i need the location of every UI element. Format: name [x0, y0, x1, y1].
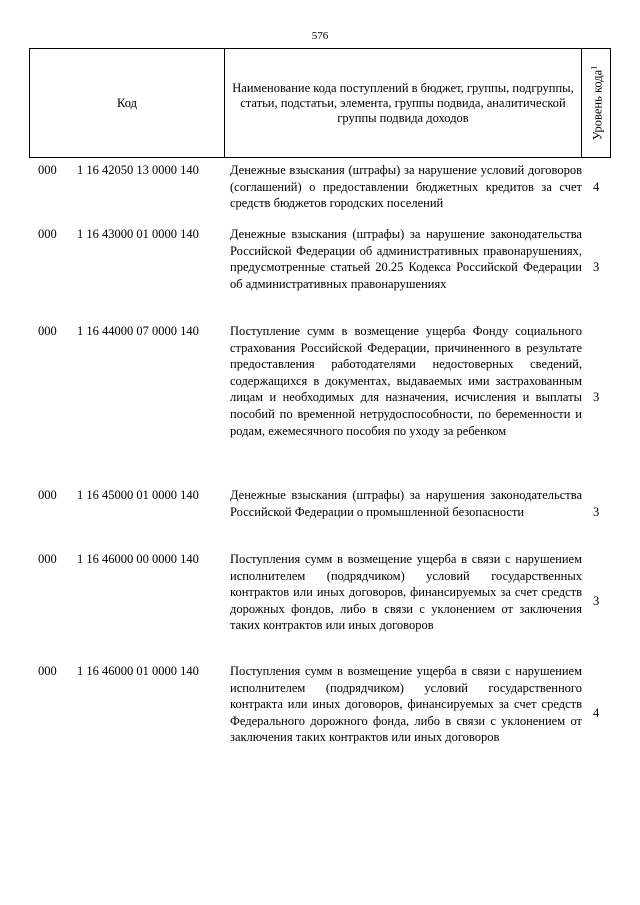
income-code: 1 16 45000 01 0000 140	[77, 488, 199, 502]
income-code: 1 16 46000 00 0000 140	[77, 552, 199, 566]
income-name: Денежные взыскания (штрафы) за нарушение законодательства Российской Федерации об административных правонарушениях, предусмотренные статьей 20.25 Кодекса Российской Федерации об административных правонарушениях	[230, 227, 582, 291]
header-level-cell	[582, 49, 611, 158]
header-name-cell: Наименование кода поступлений в бюджет, группы, подгруппы, статьи, подстатьи, элемента, группы подвида, аналитической группы подвида доходов	[225, 49, 582, 158]
level-label-text: Уровень кода	[590, 69, 605, 141]
header-code-cell: Код	[30, 49, 225, 158]
level-footnote: 1	[589, 65, 599, 70]
table-header	[29, 48, 611, 158]
admin-code: 000	[38, 227, 57, 241]
income-code: 1 16 44000 07 0000 140	[77, 324, 199, 338]
code-level: 3	[593, 390, 600, 404]
code-level: 4	[593, 180, 600, 194]
income-name: Поступления сумм в возмещение ущерба в связи с нарушением исполнителем (подрядчиком) условий государственного контракта или иных договоров, финансируемых за счет средств Федерального дорожного фонда, либо в связи с уклонением от заключения таких контрактов или иных договоров	[230, 664, 582, 745]
code-level: 3	[593, 260, 600, 274]
income-code: 1 16 46000 01 0000 140	[77, 664, 199, 678]
page-number: 576	[311, 30, 329, 42]
income-code: 1 16 42050 13 0000 140	[77, 163, 199, 177]
income-name: Денежные взыскания (штрафы) за нарушения законодательства Российской Федерации о промышленной безопасности	[230, 488, 582, 519]
admin-code: 000	[38, 552, 57, 566]
code-level: 3	[593, 505, 600, 519]
header-level-label	[586, 66, 605, 140]
admin-code: 000	[38, 163, 57, 177]
code-level: 3	[593, 594, 600, 608]
income-code: 1 16 43000 01 0000 140	[77, 227, 199, 241]
admin-code: 000	[38, 664, 57, 678]
code-level: 4	[593, 706, 600, 720]
income-name: Поступление сумм в возмещение ущерба Фонду социального страхования Российской Федерации, причиненного в результате предоставления работодателями недостоверных сведений, содержащихся в документах, выдаваемых ими застрахованным лицам и необходимых для назначения, исчисления и выплаты пособий по временной нетрудоспособности, по беременности и родам, ежемесячного пособия по уходу за ребенком	[230, 324, 582, 438]
admin-code: 000	[38, 324, 57, 338]
income-name: Денежные взыскания (штрафы) за нарушение условий договоров (соглашений) о предоставлении бюджетных кредитов за счет средств бюджетов городских поселений	[230, 163, 582, 211]
admin-code: 000	[38, 488, 57, 502]
income-name: Поступления сумм в возмещение ущерба в связи с нарушением исполнителем (подрядчиком) условий государственных контрактов или иных договоров, финансируемых за счет средств дорожных фондов, либо в связи с уклонением от заключения таких контрактов или иных договоров	[230, 552, 582, 633]
